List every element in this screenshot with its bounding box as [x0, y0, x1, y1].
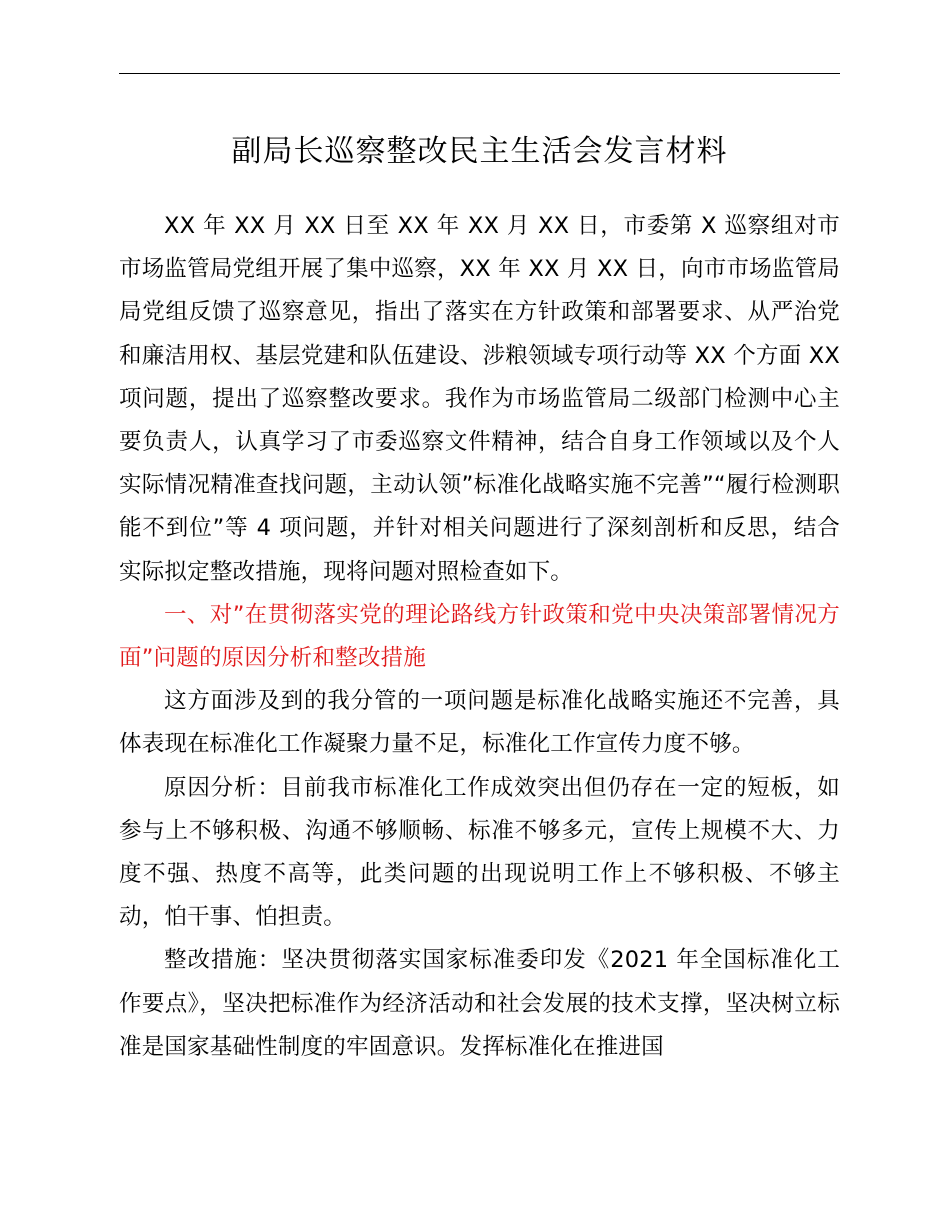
- document-title: 副局长巡察整改民主生活会发言材料: [231, 134, 728, 169]
- section-heading: 一、对”在贯彻落实党的理论路线方针政策和党中央决策部署情况方面”问题的原因分析和整改措施: [119, 601, 840, 672]
- header-rule: [119, 73, 840, 74]
- intro-paragraph: XX 年 XX 月 XX 日至 XX 年 XX 月 XX 日，市委第 X 巡察组对市市场监管局党组开展了集中巡察，XX 年 XX 月 XX 日，向市市场监管局局党组反馈了巡察意见，指出了落实在方针政策和部署要求、从严治党和廉洁用权、基层党建和队伍建设、涉粮领域专项行动等 XX 个方面 XX 项问题，提出了巡察整改要求。我作为市场监管局二级部门检测中心主要负责人，认真学习了市委巡察文件精神，结合自身工作领域以及个人实际情况精准查找问题，主动认领”标准化战略实施不完善”“履行检测职能不到位”等 4 项问题，并针对相关问题进行了深刻剖析和反思，结合实际拟定整改措施，现将问题对照检查如下。: [119, 213, 840, 585]
- problem-description-paragraph: 这方面涉及到的我分管的一项问题是标准化战略实施还不完善，具体表现在标准化工作凝聚力量不足，标准化工作宣传力度不够。: [119, 688, 840, 758]
- rectification-measures-paragraph: 整改措施：坚决贯彻落实国家标准委印发《2021 年全国标准化工作要点》，坚决把标准作为经济活动和社会发展的技术支撑，坚决树立标准是国家基础性制度的牢固意识。发挥标准化在推进国: [119, 947, 840, 1060]
- document-body: [119, 205, 840, 1069]
- cause-analysis-paragraph: 原因分析：目前我市标准化工作成效突出但仍存在一定的短板，如参与上不够积极、沟通不够顺畅、标准不够多元，宣传上规模不大、力度不强、热度不高等，此类问题的出现说明工作上不够积极、不够主动，怕干事、怕担责。: [119, 774, 840, 931]
